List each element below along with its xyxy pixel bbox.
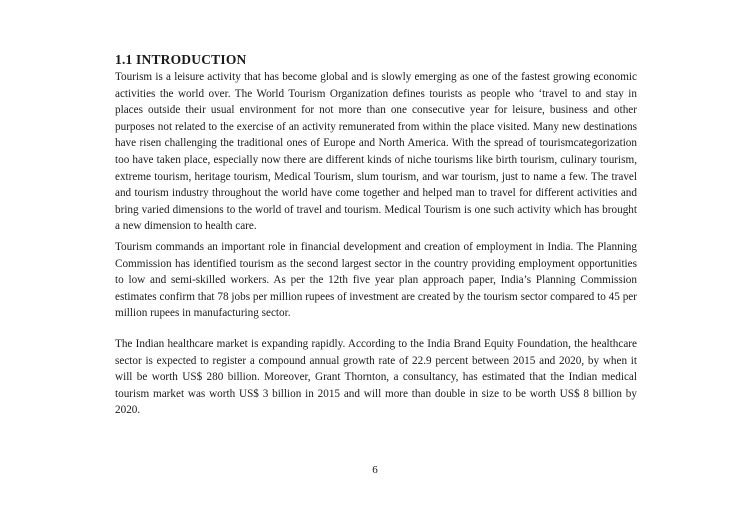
section-heading: 1.1 INTRODUCTION (115, 52, 247, 67)
paragraph-tourism-employment: Tourism commands an important role in financial development and creation of employment in India. The Planning Commission has identified tourism as the second largest sector in the country providing employment opportunities to low and semi-skilled workers. As per the 12th five year plan approach paper, India’s Planning Commission estimates confirm that 78 jobs per million rupees of investment are created by the tourism sector compared to 45 per million rupees in manufacturing sector. (115, 241, 637, 320)
page-number: 6 (372, 464, 378, 476)
paragraph-healthcare-market: The Indian healthcare market is expanding rapidly. According to the India Brand Equity Foundation, the healthcare sector is expected to register a compound annual growth rate of 22.9 percent between 2015 and 2020, by when it will be worth US$ 280 billion. Moreover, Grant Thornton, a consultancy, has estimated that the Indian medical tourism market was worth US$ 3 billion in 2015 and will more than double in size to be worth US$ 8 billion by 2020. (115, 338, 637, 417)
paragraph-tourism-overview: Tourism is a leisure activity that has become global and is slowly emerging as one of the fastest growing economic activities the world over. The World Tourism Organization defines tourists as people who ‘travel to and stay in places outside their usual environment for not more than one consecutive year for leisure, business and other purposes not related to the exercise of an activity remunerated from within the place visited. Many new destinations have risen challenging the traditional ones of Europe and North America. With the spread of tourismcategorization too have taken place, especially now there are different kinds of niche tourisms like birth tourism, culinary tourism, extreme tourism, heritage tourism, Medical Tourism, slum tourism, and war tourism, just to name a few. The travel and tourism industry throughout the world have come together and helped man to travel for different activities and bring varied dimensions to the world of travel and tourism. Medical Tourism is one such activity which has brought a new dimension to health care. (115, 71, 637, 233)
